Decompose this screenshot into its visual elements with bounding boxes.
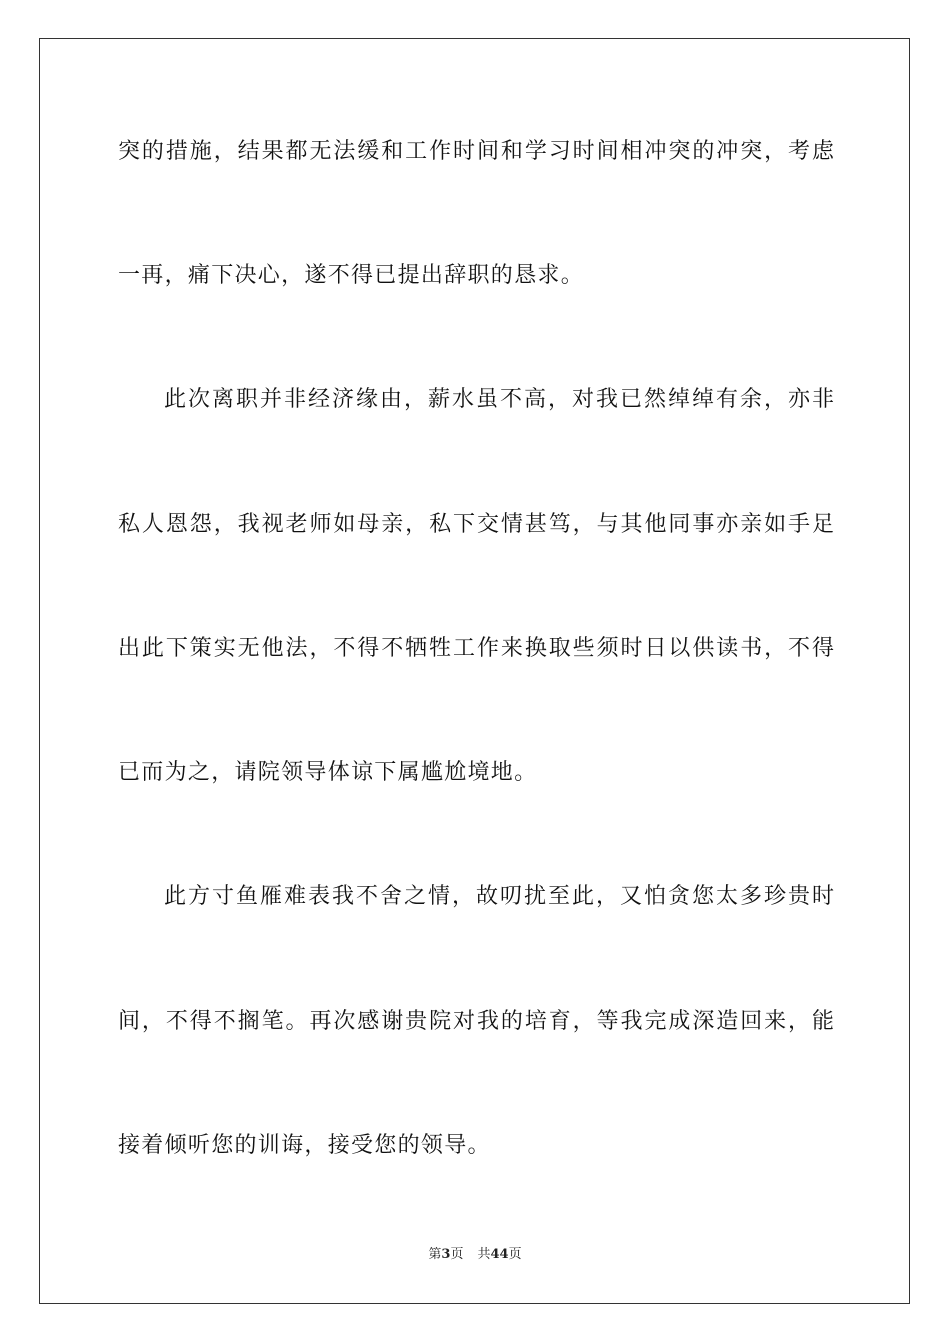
page-footer [0, 1246, 950, 1264]
page-number: 3 [441, 1247, 451, 1262]
text-line-7: 此方寸鱼雁难表我不舍之情，故叨扰至此，又怕贪您太多珍贵时 [164, 884, 834, 909]
text-line-1: 突的措施，结果都无法缓和工作时间和学习时间相冲突的冲突，考虑 [118, 139, 834, 164]
text-line-6: 已而为之，请院领导体谅下属尴尬境地。 [118, 760, 538, 785]
text-line-4: 私人恩怨，我视老师如母亲，私下交情甚笃，与其他同事亦亲如手足 [118, 512, 834, 537]
page-border [39, 38, 910, 1304]
page-prefix: 第 [428, 1247, 442, 1262]
text-line-2: 一再，痛下决心，遂不得已提出辞职的恳求。 [118, 263, 585, 288]
text-line-3: 此次离职并非经济缘由，薪水虽不高，对我已然绰绰有余，亦非 [164, 387, 834, 412]
text-line-5: 出此下策实无他法，不得不牺牲工作来换取些须时日以供读书，不得 [118, 636, 834, 661]
total-suffix: 页 [508, 1247, 522, 1262]
total-pages: 44 [490, 1247, 509, 1262]
text-line-8: 间，不得不搁笔。再次感谢贵院对我的培育，等我完成深造回来，能 [118, 1009, 834, 1034]
total-prefix: 共 [477, 1247, 491, 1262]
text-line-9: 接着倾听您的训诲，接受您的领导。 [118, 1133, 491, 1158]
page-suffix: 页 [450, 1247, 464, 1262]
